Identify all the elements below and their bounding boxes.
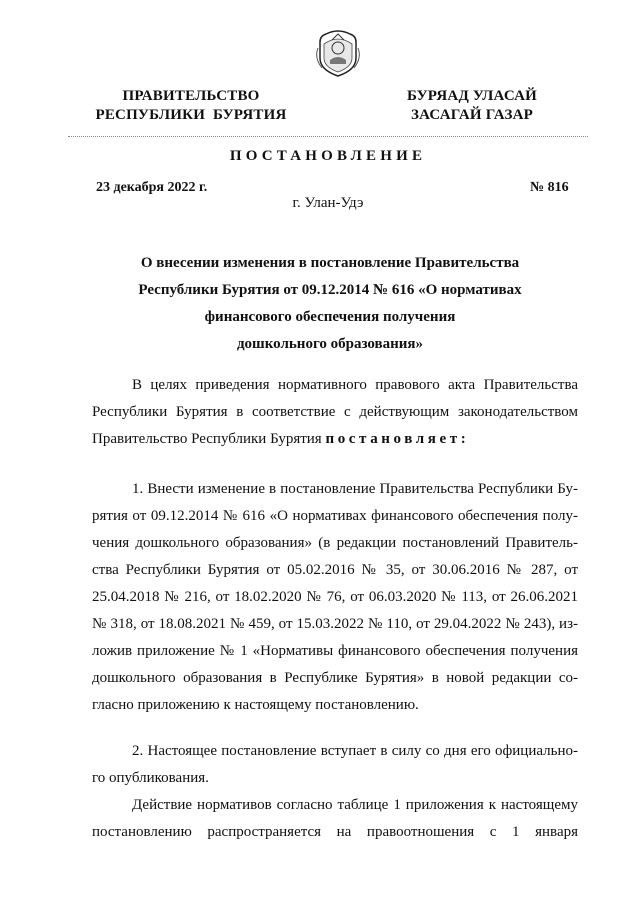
government-name-ru-line2: РЕСПУБЛИКИ БУРЯТИЯ	[95, 107, 287, 123]
item-3-line: Действие нормативов согласно таблице 1 приложения к настоящему	[132, 797, 578, 813]
subject-line: О внесении изменения в постановление Правительства	[140, 255, 520, 271]
item-1-line: чения дошкольного образования» (в редакции постановлений Правитель-	[92, 535, 578, 551]
government-name-ru	[86, 87, 296, 125]
item-2-line: 2. Настоящее постановление вступает в силу со дня его официально-	[132, 743, 578, 759]
decree-word: постановляет:	[325, 431, 470, 447]
preamble-line-prefix: Правительство Республики Бурятия	[92, 431, 326, 447]
preamble-paragraph	[92, 372, 578, 453]
preamble-line: В целях приведения нормативного правового акта Правительства	[132, 377, 578, 393]
government-name-bua-line2: ЗАСАГАЙ ГАЗАР	[411, 107, 533, 123]
item-3-line: постановлению распространяется на правоотношения с 1 января	[92, 824, 578, 840]
item-1-line: № 318, от 18.08.2021 № 459, от 15.03.2022 № 110, от 29.04.2022 № 243), из-	[92, 616, 578, 632]
item-2-line: го опубликования.	[92, 770, 209, 786]
document-subject	[80, 250, 580, 358]
document-type: ПОСТАНОВЛЕНИЕ	[229, 148, 427, 164]
document-city: г. Улан-Удэ	[292, 195, 364, 211]
subject-line: Республики Бурятия от 09.12.2014 № 616 «О нормативах	[138, 282, 522, 298]
coat-of-arms-icon	[314, 28, 362, 78]
subject-line: финансового обеспечения получения	[204, 309, 456, 325]
government-name-bua-line1: БУРЯАД УЛАСАЙ	[406, 88, 538, 104]
preamble-line: Республики Бурятия в соответствие с действующим законодательством	[92, 404, 578, 420]
item-1-line: ложив приложение № 1 «Нормативы финансового обеспечения получения	[92, 643, 578, 659]
preamble-line-last	[92, 426, 578, 453]
item-3-paragraph	[92, 792, 578, 846]
item-1-line: 25.04.2018 № 216, от 18.02.2020 № 76, от 06.03.2020 № 113, от 26.06.2021	[92, 589, 578, 605]
item-2-paragraph	[92, 738, 578, 792]
item-1-line: ства Республики Бурятия от 05.02.2016 № 35, от 30.06.2016 № 287, от	[92, 562, 578, 578]
government-name-ru-line1: ПРАВИТЕЛЬСТВО	[122, 88, 260, 104]
item-1-line: рятия от 09.12.2014 № 616 «О нормативах финансового обеспечения полу-	[92, 508, 578, 524]
header-separator	[68, 136, 588, 137]
subject-line: дошкольного образования»	[236, 336, 424, 352]
document-date: 23 декабря 2022 г.	[96, 180, 208, 195]
item-1-line: 1. Внести изменение в постановление Правительства Республики Бу-	[132, 481, 578, 497]
government-name-bua	[380, 87, 564, 125]
item-1-paragraph	[92, 476, 578, 719]
document-number: № 816	[530, 180, 569, 195]
item-1-line: дошкольного образования в Республике Бурятия» в новой редакции со-	[92, 670, 578, 686]
item-1-line: гласно приложению к настоящему постановлению.	[92, 697, 419, 713]
